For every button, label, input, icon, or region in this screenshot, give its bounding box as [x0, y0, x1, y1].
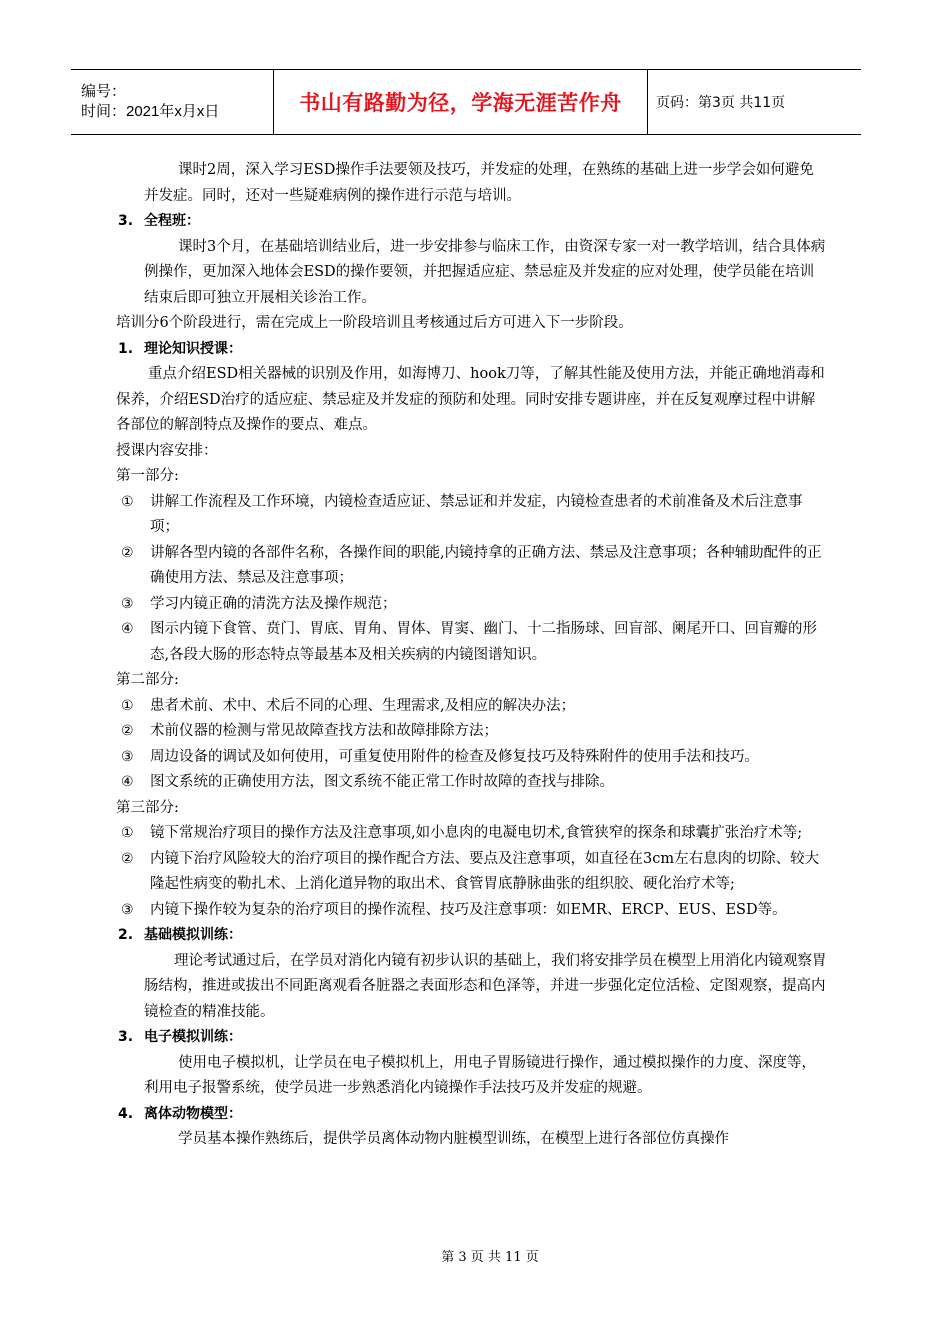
paragraph: 重点介绍ESD相关器械的识别及作用，如海博刀、hook刀等，了解其性能及使用方法，并能正确地消毒和保养，介绍ESD治疗的适应症、禁忌症及并发症的预防和处理。同时安排专题讲座，并在反复观摩过程中讲解各部位的解剖特点及操作的要点、难点。 [116, 366, 825, 433]
part-label: 第二部分: [116, 672, 179, 688]
list-marker: ③ [121, 901, 134, 918]
footer-page-number: 第 3 页 共 11 页 [441, 1250, 539, 1265]
header-page-label: 页码：第3页 共11页 [656, 95, 786, 111]
list-item [116, 592, 828, 618]
heading-text: 基础模拟训练： [144, 927, 242, 943]
list-marker: ② [121, 850, 134, 867]
section-heading [116, 1025, 828, 1051]
header-meta [71, 70, 273, 134]
list-text: 讲解各型内镜的各部件名称，各操作间的职能,内镜持拿的正确方法、禁忌及注意事项；各种辅助配件的正确使用方法、禁忌及注意事项； [150, 544, 822, 586]
list-item [116, 898, 828, 924]
header-page-cell [648, 70, 861, 134]
list-text: 图文系统的正确使用方法，图文系统不能正常工作时故障的查找与排除。 [150, 774, 614, 790]
paragraph: 培训分6个阶段进行，需在完成上一阶段培训且考核通过后方可进入下一步阶段。 [116, 315, 633, 331]
heading-text: 电子模拟训练： [144, 1029, 242, 1045]
section-heading [116, 1102, 828, 1128]
list-text: 患者术前、术中、术后不同的心理、生理需求,及相应的解决办法； [150, 697, 576, 714]
list-marker: ② [121, 544, 134, 561]
list-text: 讲解工作流程及工作环境，内镜检查适应证、禁忌证和并发症，内镜检查患者的术前准备及术后注意事项； [150, 493, 803, 535]
page-footer [0, 1246, 950, 1265]
heading-text: 理论知识授课： [144, 340, 242, 357]
document-body [116, 158, 828, 1153]
list-item [116, 617, 828, 668]
list-item [116, 821, 828, 847]
list-marker: ① [121, 825, 134, 841]
section-heading [116, 337, 828, 363]
header-slogan: 书山有路勤为径，学海无涯苦作舟 [299, 91, 622, 115]
list-item [116, 719, 828, 745]
paragraph: 课时2周，深入学习ESD操作手法要领及技巧，并发症的处理，在熟练的基础上进一步学会如何避免并发症。同时，还对一些疑难病例的操作进行示范与培训。 [144, 162, 814, 204]
list-marker: ① [121, 493, 134, 510]
list-text: 内镜下治疗风险较大的治疗项目的操作配合方法、要点及注意事项，如直径在3cm左右息肉的切除、较大隆起性病变的勒扎术、上消化道异物的取出术、食管胃底静脉曲张的组织胶、硬化治疗术等; [150, 850, 820, 892]
list-text: 周边设备的调试及如何使用，可重复使用附件的检查及修复技巧及特殊附件的使用手法和技巧。 [150, 748, 759, 765]
list-text: 学习内镜正确的清洗方法及操作规范； [150, 595, 397, 612]
list-marker: ③ [121, 748, 134, 765]
paragraph: 课时3个月，在基础培训结业后，进一步安排参与临床工作，由资深专家一对一教学培训，结合具体病例操作，更加深入地体会ESD的操作要领，并把握适应症、禁忌症及并发症的应对处理，使学员能在培训结束后即可独立开展相关诊治工作。 [144, 238, 826, 306]
heading-text: 全程班： [144, 213, 200, 229]
list-item [116, 745, 828, 771]
heading-number: 1. [118, 340, 134, 357]
subheading: 授课内容安排： [116, 442, 218, 459]
doc-time-label: 时间：2021年x月x日 [81, 103, 220, 120]
heading-text: 离体动物模型： [144, 1105, 242, 1122]
list-item [116, 541, 828, 592]
page-header [71, 69, 861, 135]
list-item [116, 770, 828, 796]
doc-number-label: 编号： [81, 83, 127, 100]
list-item [116, 490, 828, 541]
part-label: 第一部分: [116, 468, 179, 484]
list-marker: ④ [121, 621, 134, 637]
list-text: 镜下常规治疗项目的操作方法及注意事项,如小息肉的电凝电切术,食管狭窄的探条和球囊扩张治疗术等; [150, 825, 803, 841]
list-item [116, 847, 828, 898]
paragraph: 使用电子模拟机，让学员在电子模拟机上，用电子胃肠镜进行操作，通过模拟操作的力度、深度等，利用电子报警系统，使学员进一步熟悉消化内镜操作手法技巧及并发症的规避。 [144, 1054, 816, 1096]
section-heading [116, 923, 828, 949]
list-marker: ③ [121, 595, 134, 612]
heading-number: 4. [118, 1105, 134, 1122]
heading-number: 2. [118, 927, 134, 943]
list-marker: ④ [121, 774, 134, 790]
list-text: 内镜下操作较为复杂的治疗项目的操作流程、技巧及注意事项：如EMR、ERCP、EUS、ESD等。 [150, 901, 787, 918]
list-item [116, 694, 828, 720]
list-marker: ① [121, 697, 134, 714]
paragraph: 理论考试通过后，在学员对消化内镜有初步认识的基础上，我们将安排学员在模型上用消化内镜观察胃肠结构，推进或拔出不同距离观看各脏器之表面形态和色泽等，并进一步强化定位活检、定图观察，提高内镜检查的精准技能。 [144, 952, 827, 1020]
part-label: 第三部分: [116, 799, 179, 816]
list-text: 图示内镜下食管、贲门、胃底、胃角、胃体、胃窦、幽门、十二指肠球、回盲部、阑尾开口、回盲瓣的形态,各段大肠的形态特点等最基本及相关疾病的内镜图谱知识。 [150, 621, 817, 663]
heading-number: 3. [118, 213, 134, 229]
list-marker: ② [121, 723, 134, 739]
heading-number: 3. [118, 1029, 134, 1045]
header-slogan-cell [273, 70, 648, 134]
paragraph: 学员基本操作熟练后，提供学员离体动物内脏模型训练，在模型上进行各部位仿真操作 [178, 1131, 729, 1147]
section-heading [116, 209, 828, 235]
list-text: 术前仪器的检测与常见故障查找方法和故障排除方法； [150, 723, 498, 739]
